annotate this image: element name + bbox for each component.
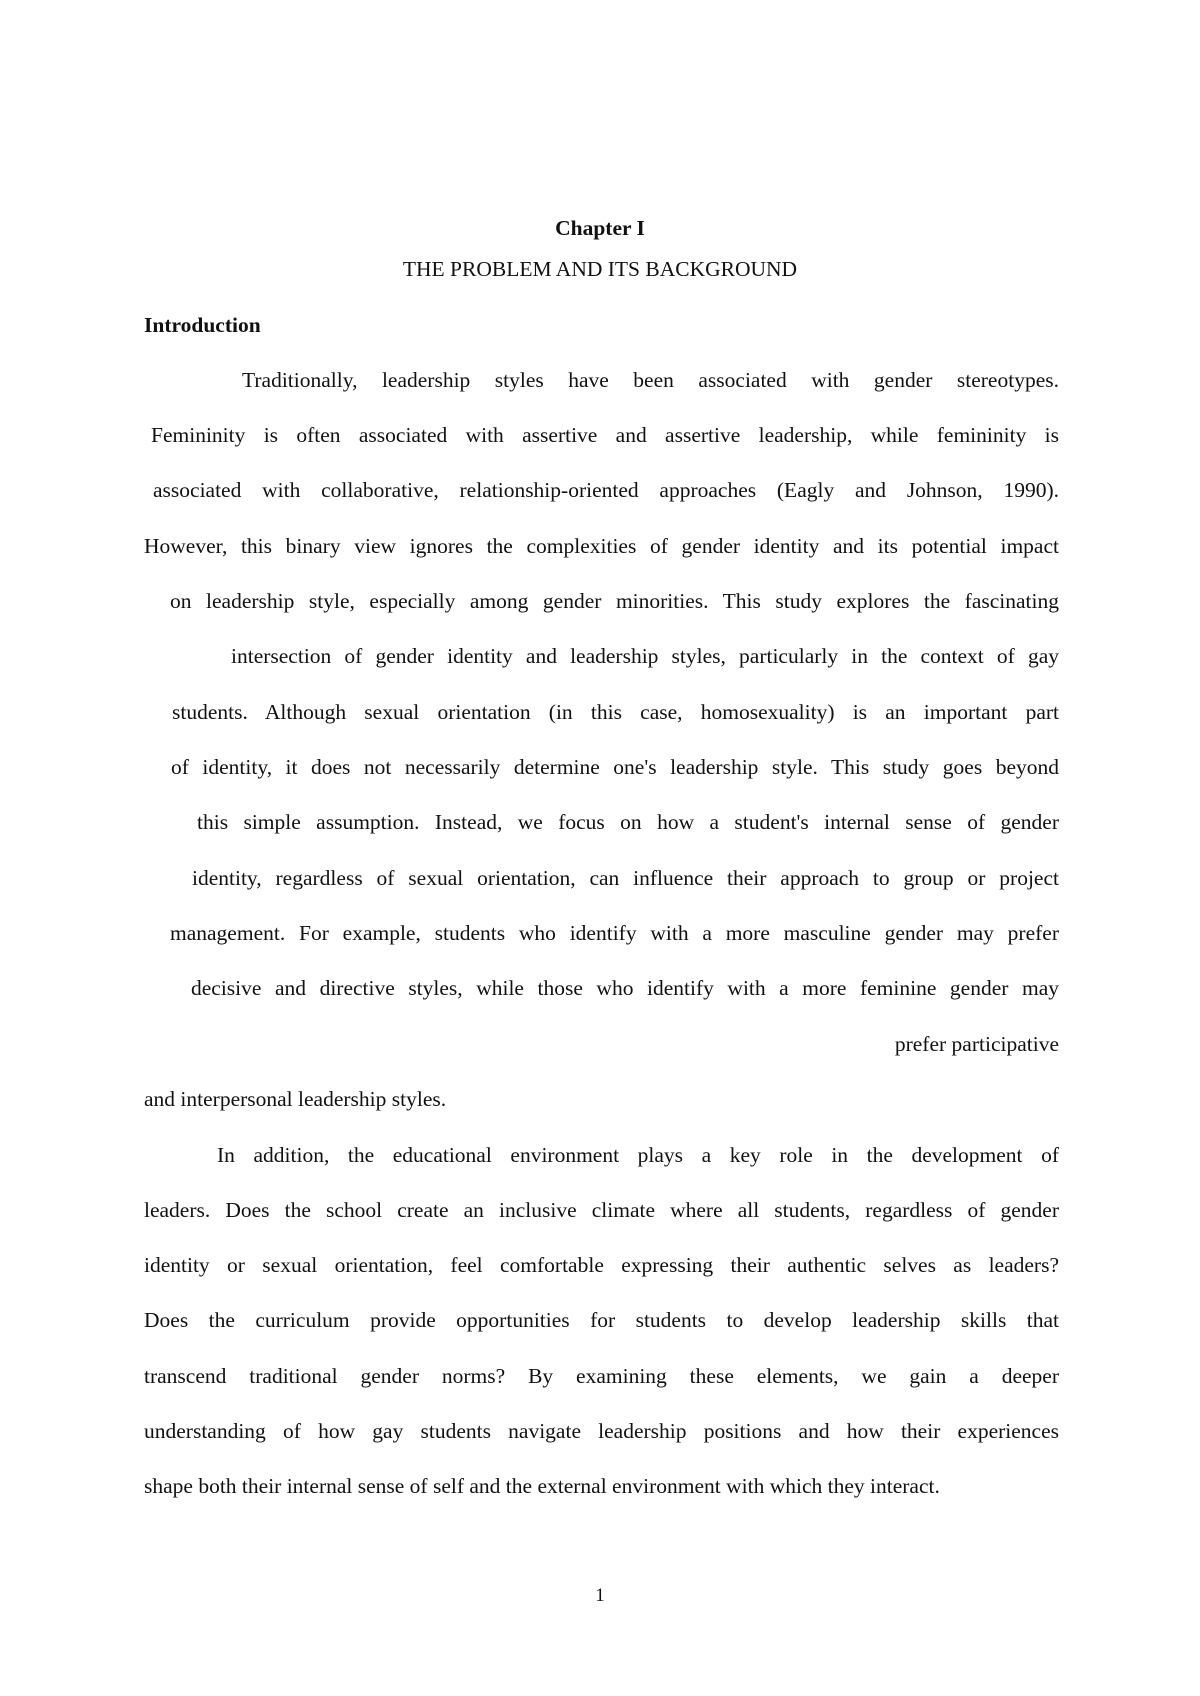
paragraph1-line: on leadership style, especially among gender minorities. This study explores the fascinating: [170, 589, 1059, 613]
paragraph1-line: this simple assumption. Instead, we focus on how a student's internal sense of gender: [197, 810, 1059, 834]
paragraph1-line: intersection of gender identity and leadership styles, particularly in the context of gay: [231, 644, 1059, 668]
chapter-label: Chapter I: [555, 216, 645, 240]
page-number: 1: [595, 1585, 605, 1606]
paragraph1-line: Femininity is often associated with assertive and assertive leadership, while femininity is: [151, 423, 1059, 447]
section-heading: Introduction: [144, 313, 261, 337]
paragraph1-line: of identity, it does not necessarily determine one's leadership style. This study goes beyond: [171, 755, 1059, 779]
paragraph1-line: management. For example, students who identify with a more masculine gender may prefer: [170, 921, 1059, 945]
chapter-title: THE PROBLEM AND ITS BACKGROUND: [402, 257, 798, 281]
paragraph1-line: students. Although sexual orientation (in this case, homosexuality) is an important part: [172, 700, 1059, 724]
paragraph1-line: Traditionally, leadership styles have been associated with gender stereotypes.: [242, 368, 1059, 392]
paragraph1-line: However, this binary view ignores the complexities of gender identity and its potential impact: [144, 534, 1059, 558]
paragraph1-line: prefer participative: [894, 1032, 1059, 1056]
paragraph2-line: leaders. Does the school create an inclusive climate where all students, regardless of gender: [144, 1198, 1059, 1222]
paragraph2-line: transcend traditional gender norms? By examining these elements, we gain a deeper: [144, 1364, 1059, 1388]
paragraph1-line: and interpersonal leadership styles.: [144, 1087, 447, 1111]
paragraph1-line: decisive and directive styles, while those who identify with a more feminine gender may: [191, 976, 1059, 1000]
paragraph2-line: Does the curriculum provide opportunities for students to develop leadership skills that: [144, 1308, 1059, 1332]
paragraph2-line: identity or sexual orientation, feel comfortable expressing their authentic selves as leaders?: [144, 1253, 1059, 1277]
paragraph2-line: shape both their internal sense of self and the external environment with which they interact.: [144, 1474, 940, 1498]
paragraph1-line: identity, regardless of sexual orientation, can influence their approach to group or project: [192, 866, 1059, 890]
paragraph2-line: understanding of how gay students navigate leadership positions and how their experiences: [144, 1419, 1059, 1443]
paragraph2-line: In addition, the educational environment plays a key role in the development of: [217, 1143, 1059, 1167]
paragraph1-line: associated with collaborative, relationship-oriented approaches (Eagly and Johnson, 1990).: [153, 478, 1059, 502]
